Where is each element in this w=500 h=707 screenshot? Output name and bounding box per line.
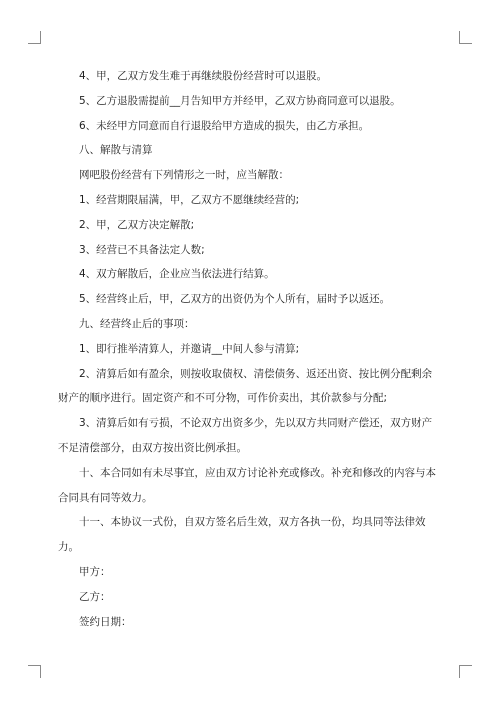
termination-item-2: 2、清算后如有盈余，则按收取债权、清偿债务、返还出资、按比例分配剩余财产的顺序进行。固定资产和不可分物，可作价卖出，其价款参与分配; bbox=[58, 367, 433, 405]
dissolution-intro: 网吧股份经营有下列情形之一时，应当解散： bbox=[79, 169, 289, 182]
clause-withdraw-6: 6、未经甲方同意而自行退股给甲方造成的损失，由乙方承担。 bbox=[79, 119, 370, 132]
clause-withdraw-5: 5、乙方退股需提前__月告知甲方并经甲，乙双方协商同意可以退股。 bbox=[79, 94, 401, 107]
party-b-signature-line: 乙方： bbox=[79, 590, 111, 603]
dissolution-item-3: 3、经营已不具备法定人数; bbox=[79, 243, 205, 256]
section-heading-dissolution: 八、解散与清算 bbox=[79, 144, 153, 157]
document-body bbox=[58, 64, 442, 634]
signing-date-line: 签约日期： bbox=[79, 615, 132, 628]
section-eleven: 十一、本协议一式份，自双方签名后生效，双方各执一份，均具同等法律效力。 bbox=[58, 516, 426, 554]
section-heading-termination: 九、经营终止后的事项： bbox=[79, 317, 195, 330]
crop-mark-top-left bbox=[28, 31, 41, 44]
clause-withdraw-4: 4、甲，乙双方发生难于再继续股份经营时可以退股。 bbox=[79, 70, 328, 82]
party-a-signature-line: 甲方： bbox=[79, 565, 111, 578]
crop-mark-bottom-left bbox=[28, 665, 41, 678]
crop-mark-bottom-right bbox=[459, 665, 472, 678]
crop-mark-top-right bbox=[459, 31, 472, 44]
section-ten: 十、本合同如有未尽事宜，应由双方讨论补充或修改。补充和修改的内容与本合同具有同等效力。 bbox=[58, 466, 436, 504]
dissolution-item-4: 4、双方解散后，企业应当依法进行结算。 bbox=[79, 268, 275, 281]
termination-item-3: 3、清算后如有亏损，不论双方出资多少，先以双方共同财产偿还，双方财产不足清偿部分，由双方按出资比例承担。 bbox=[58, 417, 433, 454]
dissolution-item-2: 2、甲，乙双方决定解散; bbox=[79, 218, 195, 231]
termination-item-1: 1、即行推举清算人，并邀请__中间人参与清算; bbox=[79, 342, 300, 355]
dissolution-item-1: 1、经营期限届满，甲，乙双方不愿继续经营的; bbox=[79, 193, 300, 206]
dissolution-item-5: 5、经营终止后，甲，乙双方的出资仍为个人所有，届时予以返还。 bbox=[79, 293, 391, 306]
